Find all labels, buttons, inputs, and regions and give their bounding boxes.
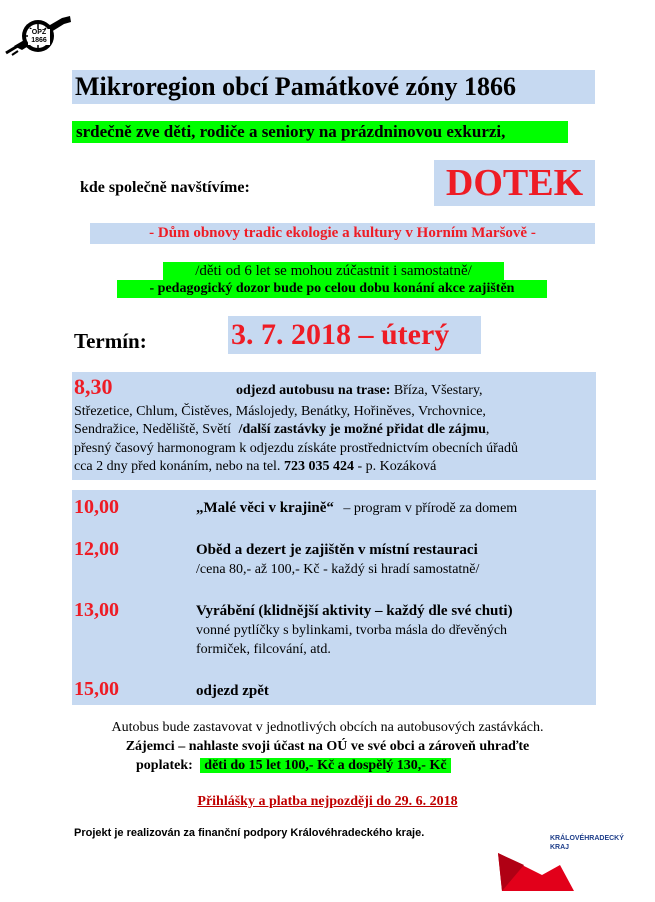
contact-text: cca 2 dny před konáním, nebo na tel. — [74, 459, 281, 474]
schedule-detail: vonné pytlíčky s bylinkami, tvorba másla do dřevěných — [196, 623, 508, 638]
fee-value: děti do 15 let 100,- Kč a dospělý 130,- Kč — [200, 758, 450, 773]
invite-text: srdečně zve děti, rodiče a seniory na prázdninovou exkurzi, — [72, 121, 568, 143]
departure-line5 — [74, 458, 436, 476]
page-title: Mikroregion obcí Památkové zóny 1866 — [72, 70, 595, 104]
schedule-title: odjezd zpět — [196, 683, 269, 699]
visit-name: DOTEK — [434, 160, 595, 206]
fee-label: poplatek: — [136, 758, 193, 773]
schedule-title: Vyrábění (klidnější aktivity – každý dle své chuti) — [196, 603, 513, 619]
date-value: 3. 7. 2018 – úterý — [228, 316, 481, 354]
note-supervision: - pedagogický dozor bude po celou dobu konání akce zajištěn — [117, 280, 547, 298]
departure-line4: přesný časový harmonogram k odjezdu získáte prostřednictvím obecních úřadů — [74, 441, 518, 456]
signup-info: Zájemci – nahlaste svoji účast na OÚ ve své obci a zároveň uhraďte — [125, 739, 530, 754]
note-age: /děti od 6 let se mohou zúčastnit i samostatně/ — [163, 262, 504, 280]
schedule-detail: formiček, filcování, atd. — [196, 642, 331, 657]
schedule-block — [72, 490, 596, 705]
schedule-detail: – program v přírodě za domem — [343, 501, 518, 516]
departure-time: 8,30 — [74, 374, 113, 399]
departure-line3 — [74, 421, 489, 439]
contact-phone: 723 035 424 — [283, 459, 354, 474]
schedule-title: Oběd a dezert je zajištěn v místní restauraci — [196, 542, 478, 558]
cannon-logo-text: OPZ 1866 — [28, 29, 50, 45]
schedule-time: 15,00 — [74, 678, 119, 700]
departure-places: Bříza, Všestary, — [393, 383, 483, 398]
project-note: Projekt je realizován za finanční podpory Královéhradeckého kraje. — [74, 827, 425, 839]
visit-subtitle: - Dům obnovy tradic ekologie a kultury v Horním Maršově - — [90, 223, 595, 244]
schedule-detail: /cena 80,- až 100,- Kč - každý si hradí samostatně/ — [196, 562, 480, 577]
schedule-time: 12,00 — [74, 538, 119, 560]
departure-places-end: Sendražice, Neděliště, Světí — [74, 422, 232, 437]
departure-line1 — [236, 382, 483, 400]
departure-extra-stops: /další zastávky je možné přidat dle zájmu — [238, 422, 486, 437]
fee-line — [136, 757, 451, 775]
cannon-logo — [4, 6, 76, 56]
departure-line2: Střezetice, Chlum, Čistěves, Máslojedy, Benátky, Hořiněves, Vrchovnice, — [74, 404, 486, 419]
contact-person: - p. Kozáková — [357, 459, 437, 474]
bus-info: Autobus bude zastavovat v jednotlivých obcích na autobusových zastávkách. — [111, 720, 544, 735]
visit-label: kde společně navštívíme: — [80, 179, 250, 196]
deadline: Přihlášky a platba nejpozději do 29. 6. 2018 — [197, 794, 458, 809]
kraj-logo-arrow-icon — [498, 845, 598, 891]
schedule-time: 10,00 — [74, 496, 119, 518]
date-label: Termín: — [74, 329, 147, 353]
kraj-logo-text-1: KRÁLOVÉHRADECKÝ — [550, 835, 624, 842]
departure-comma: , — [485, 422, 490, 437]
schedule-item — [196, 499, 517, 518]
schedule-title: „Malé věci v krajině“ — [196, 500, 334, 516]
kraj-logo-text-2: KRAJ — [550, 844, 570, 851]
schedule-time: 13,00 — [74, 599, 119, 621]
departure-head: odjezd autobusu na trase: — [236, 383, 391, 398]
kraj-logo — [498, 835, 638, 893]
